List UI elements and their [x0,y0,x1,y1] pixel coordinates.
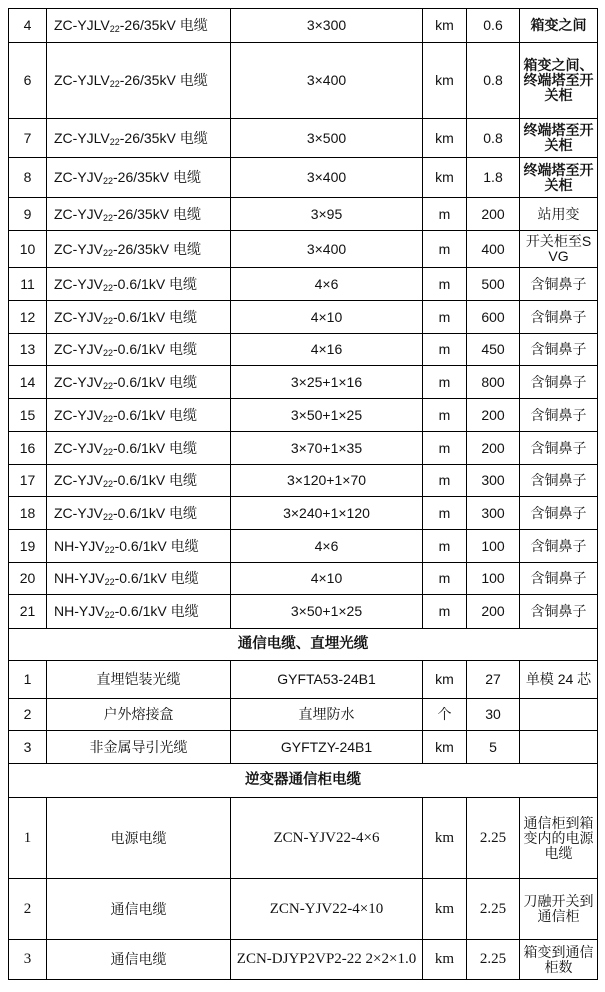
remark: 含铜鼻子 [520,530,598,563]
section-header-communication [9,629,598,661]
table-row [9,119,598,158]
item-name: 直埋铠装光缆 [47,661,231,699]
table-row [9,798,598,879]
row-number: 7 [9,119,47,158]
cable-model-suffix: -0.6/1kV 电缆 [113,439,198,456]
item-spec: GYFTZY-24B1 [231,731,423,764]
unit: m [423,231,467,268]
cable-model [47,563,231,595]
cable-model-prefix: ZC-YJV [54,504,103,521]
cable-spec: 4×6 [231,268,423,301]
quantity: 300 [467,465,520,497]
unit: m [423,366,467,399]
cable-spec: 4×16 [231,334,423,366]
cable-model [47,399,231,432]
cable-model-subscript: 22 [103,446,114,457]
row-number: 13 [9,334,47,366]
cable-spec: 4×6 [231,530,423,563]
cable-spec: 3×500 [231,119,423,158]
remark: 箱变之间、终端塔至开关柜 [520,43,598,119]
cable-model-prefix: ZC-YJV [54,308,103,325]
cable-model-suffix: -26/35kV 电缆 [119,129,208,146]
section-title: 逆变器通信柜电缆 [9,764,598,798]
cable-model-prefix: ZC-YJV [54,275,103,292]
quantity: 100 [467,530,520,563]
unit: 个 [423,699,467,731]
unit: m [423,563,467,595]
row-number: 9 [9,198,47,231]
remark: 含铜鼻子 [520,563,598,595]
cable-model-prefix: ZC-YJV [54,472,103,488]
table-row [9,731,598,764]
unit: km [423,119,467,158]
quantity: 30 [467,699,520,731]
cable-model-prefix: ZC-YJLV [54,129,110,146]
item-name: 非金属导引光缆 [47,731,231,764]
quantity: 300 [467,497,520,530]
remark: 含铜鼻子 [520,465,598,497]
cable-model-prefix: ZC-YJV [54,205,103,222]
table-row [9,432,598,465]
row-number: 1 [9,798,47,879]
materials-table [8,8,598,980]
table-row [9,940,598,980]
table-row [9,661,598,699]
section-header-inverter [9,764,598,798]
row-number: 14 [9,366,47,399]
cable-model [47,366,231,399]
cable-model-prefix: NH-YJV [54,537,105,554]
cable-spec: 4×10 [231,563,423,595]
unit: km [423,940,467,980]
cable-model [47,465,231,497]
table-row [9,301,598,334]
cable-model-subscript: 22 [103,380,114,391]
unit: km [423,731,467,764]
row-number: 2 [9,699,47,731]
remark: 含铜鼻子 [520,366,598,399]
remark: 含铜鼻子 [520,432,598,465]
cable-model-suffix: -26/35kV 电缆 [113,169,201,185]
cable-model-subscript: 22 [103,315,114,326]
cable-model-subscript: 22 [103,212,114,223]
row-number: 11 [9,268,47,301]
cable-spec: 3×50+1×25 [231,399,423,432]
remark: 单模 24 芯 [520,661,598,699]
table-row [9,231,598,268]
cable-model [47,198,231,231]
cable-model-prefix: ZC-YJV [54,439,103,456]
table-row [9,595,598,629]
cable-model-prefix: ZC-YJV [54,169,103,185]
cable-model [47,301,231,334]
quantity: 27 [467,661,520,699]
unit: m [423,432,467,465]
cable-model-suffix: -0.6/1kV 电缆 [113,275,198,292]
cable-model-suffix: -0.6/1kV 电缆 [113,341,198,357]
unit: m [423,334,467,366]
cable-model-suffix: -0.6/1kV 电缆 [113,406,198,423]
cable-spec: 3×25+1×16 [231,366,423,399]
table-row [9,158,598,198]
remark: 含铜鼻子 [520,399,598,432]
row-number: 19 [9,530,47,563]
row-number: 10 [9,231,47,268]
unit: m [423,465,467,497]
cable-model-suffix: -26/35kV 电缆 [119,72,208,88]
cable-model [47,530,231,563]
cable-model-prefix: NH-YJV [54,570,105,586]
quantity: 200 [467,595,520,629]
quantity: 200 [467,432,520,465]
cable-model-prefix: ZC-YJLV [54,72,110,88]
table-row [9,43,598,119]
cable-model [47,432,231,465]
table-row [9,497,598,530]
row-number: 16 [9,432,47,465]
unit: m [423,497,467,530]
quantity: 200 [467,198,520,231]
section-title: 通信电缆、直埋光缆 [9,629,598,661]
remark: 箱变到通信柜数 [520,940,598,980]
cable-model-subscript: 22 [103,479,114,489]
item-spec: GYFTA53-24B1 [231,661,423,699]
remark: 含铜鼻子 [520,334,598,366]
row-number: 17 [9,465,47,497]
item-name: 电源电缆 [47,798,231,879]
remark [520,699,598,731]
quantity: 0.6 [467,9,520,43]
table-row [9,399,598,432]
table-row [9,334,598,366]
cable-model-prefix: ZC-YJV [54,406,103,423]
cable-model [47,595,231,629]
row-number: 20 [9,563,47,595]
cable-model [47,119,231,158]
cable-model-subscript: 22 [103,282,114,293]
cable-model-suffix: -0.6/1kV 电缆 [114,603,199,619]
quantity: 200 [467,399,520,432]
row-number: 1 [9,661,47,699]
cable-model-subscript: 22 [103,511,114,522]
cable-model [47,231,231,268]
cable-spec: 3×95 [231,198,423,231]
row-number: 2 [9,879,47,940]
cable-model [47,334,231,366]
cable-model-subscript: 22 [103,176,114,186]
item-spec: ZCN-YJV22-4×6 [231,798,423,879]
remark [520,731,598,764]
quantity: 500 [467,268,520,301]
remark: 终端塔至开关柜 [520,119,598,158]
remark: 站用变 [520,198,598,231]
cable-model [47,268,231,301]
quantity: 1.8 [467,158,520,198]
quantity: 2.25 [467,940,520,980]
cable-spec: 3×70+1×35 [231,432,423,465]
cable-spec: 3×300 [231,9,423,43]
unit: m [423,268,467,301]
table-row [9,9,598,43]
table-row [9,268,598,301]
quantity: 600 [467,301,520,334]
unit: km [423,661,467,699]
unit: m [423,198,467,231]
unit: km [423,9,467,43]
table-row [9,198,598,231]
remark: 通信柜到箱变内的电源电缆 [520,798,598,879]
quantity: 0.8 [467,43,520,119]
cable-model-prefix: ZC-YJV [54,373,103,390]
quantity: 100 [467,563,520,595]
unit: km [423,798,467,879]
quantity: 2.25 [467,879,520,940]
cable-model-suffix: -0.6/1kV 电缆 [113,472,198,488]
cable-spec: 3×400 [231,43,423,119]
cable-model-subscript: 22 [109,79,120,89]
row-number: 18 [9,497,47,530]
item-spec: ZCN-DJYP2VP2-22 2×2×1.0 [231,940,423,980]
cable-model-prefix: ZC-YJV [54,341,103,357]
table-row [9,879,598,940]
table-row [9,699,598,731]
item-spec: ZCN-YJV22-4×10 [231,879,423,940]
row-number: 12 [9,301,47,334]
row-number: 15 [9,399,47,432]
remark: 含铜鼻子 [520,268,598,301]
remark: 刀融开关到通信柜 [520,879,598,940]
cable-model-subscript: 22 [104,544,115,555]
quantity: 450 [467,334,520,366]
cable-model-subscript: 22 [104,577,115,587]
item-name: 通信电缆 [47,879,231,940]
table-row [9,366,598,399]
remark: 终端塔至开关柜 [520,158,598,198]
cable-model [47,497,231,530]
cable-model-subscript: 22 [109,136,120,147]
unit: m [423,530,467,563]
cable-model [47,158,231,198]
cable-model [47,9,231,43]
row-number: 3 [9,731,47,764]
quantity: 400 [467,231,520,268]
cable-model-suffix: -26/35kV 电缆 [119,17,208,33]
item-name: 户外熔接盒 [47,699,231,731]
unit: km [423,158,467,198]
unit: m [423,301,467,334]
cable-model-subscript: 22 [104,610,115,620]
cable-model-subscript: 22 [103,247,114,258]
cable-model-prefix: ZC-YJLV [54,17,110,33]
row-number: 4 [9,9,47,43]
cable-spec: 3×120+1×70 [231,465,423,497]
cable-model-suffix: -0.6/1kV 电缆 [114,537,199,554]
quantity: 800 [467,366,520,399]
quantity: 2.25 [467,798,520,879]
cable-model-subscript: 22 [103,413,114,424]
remark: 箱变之间 [520,9,598,43]
quantity: 5 [467,731,520,764]
row-number: 6 [9,43,47,119]
remark: 含铜鼻子 [520,595,598,629]
cable-model-suffix: -0.6/1kV 电缆 [113,504,198,521]
remark: 含铜鼻子 [520,497,598,530]
row-number: 8 [9,158,47,198]
cable-spec: 3×400 [231,231,423,268]
table-row [9,465,598,497]
row-number: 3 [9,940,47,980]
cable-model-subscript: 22 [109,24,120,34]
cable-model-suffix: -26/35kV 电缆 [113,205,201,222]
cable-model-suffix: -0.6/1kV 电缆 [113,373,198,390]
cable-spec: 3×400 [231,158,423,198]
table-row [9,563,598,595]
unit: m [423,595,467,629]
unit: m [423,399,467,432]
cable-model-subscript: 22 [103,348,114,358]
item-spec: 直埋防水 [231,699,423,731]
row-number: 21 [9,595,47,629]
cable-model-suffix: -26/35kV 电缆 [113,240,201,257]
cable-model-prefix: NH-YJV [54,603,105,619]
cable-model [47,43,231,119]
unit: km [423,879,467,940]
cable-spec: 4×10 [231,301,423,334]
cable-model-suffix: -0.6/1kV 电缆 [114,570,199,586]
table-row [9,530,598,563]
quantity: 0.8 [467,119,520,158]
cable-model-suffix: -0.6/1kV 电缆 [113,308,198,325]
cable-spec: 3×240+1×120 [231,497,423,530]
cable-spec: 3×50+1×25 [231,595,423,629]
remark: 含铜鼻子 [520,301,598,334]
cable-model-prefix: ZC-YJV [54,240,103,257]
item-name: 通信电缆 [47,940,231,980]
unit: km [423,43,467,119]
remark: 开关柜至SVG [520,231,598,268]
